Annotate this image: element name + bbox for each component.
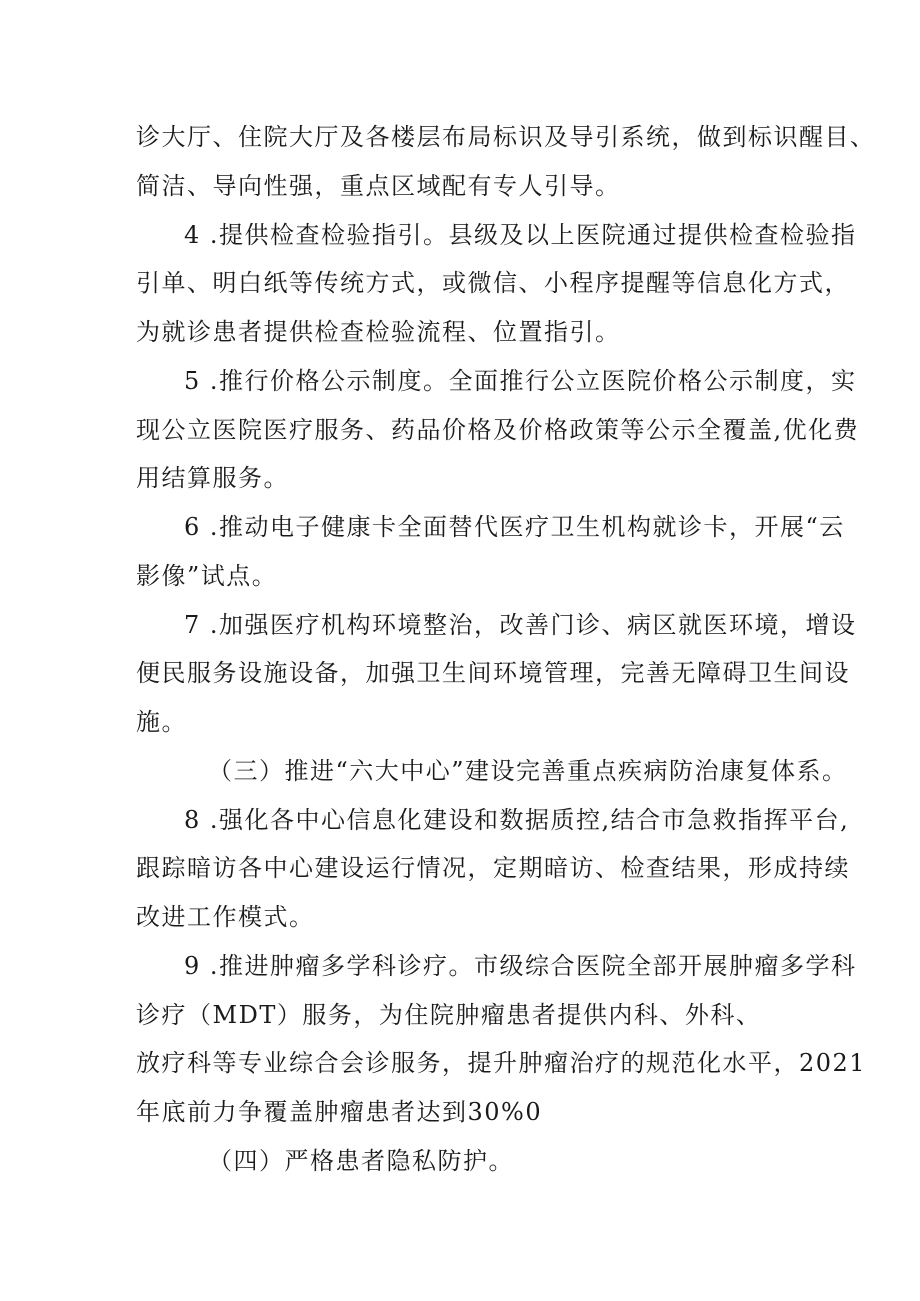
section-heading-4: （四）严格患者隐私防护。 [208,1147,514,1175]
text-line: 用结算服务。 [136,464,289,492]
text-line: 影像”试点。 [136,562,278,590]
text-line: 现公立医院医疗服务、药品价格及价格政策等公示全覆盖,优化费 [136,416,860,444]
text-line: 便民服务设施设备，加强卫生间环境管理，完善无障碍卫生间设 [136,659,850,687]
item-5-line: 5 .推行价格公示制度。全面推行公立医院价格公示制度，实 [184,367,857,395]
section-heading-3: （三）推进“六大中心”建设完善重点疾病防治康复体系。 [208,757,848,785]
text-line: 为就诊患者提供检查检验流程、位置指引。 [136,318,621,346]
text-line: 诊疗（MDT）服务，为住院肿瘤患者提供内科、外科、 [136,1001,762,1029]
text-line: 简洁、导向性强，重点区域配有专人引导。 [136,172,621,200]
item-9-line: 9 .推进肿瘤多学科诊疗。市级综合医院全部开展肿瘤多学科 [184,952,857,980]
text-line: 引单、明白纸等传统方式，或微信、小程序提醒等信息化方式， [136,269,850,297]
text-line: 放疗科等专业综合会诊服务，提升肿瘤治疗的规范化水平，2021 [136,1049,867,1077]
text-line: 施。 [136,708,187,736]
item-4-line: 4 .提供检查检验指引。县级及以上医院通过提供检查检验指 [184,221,857,249]
item-7-line: 7 .加强医疗机构环境整治，改善门诊、病区就医环境，增设 [184,611,857,639]
text-line: 跟踪暗访各中心建设运行情况，定期暗访、检查结果，形成持续 [136,854,850,882]
item-8-line: 8 .强化各中心信息化建设和数据质控,结合市急救指挥平台, [184,806,850,834]
text-line: 诊大厅、住院大厅及各楼层布局标识及导引系统，做到标识醒目、 [136,123,876,151]
text-line: 改进工作模式。 [136,903,315,931]
text-line: 年底前力争覆盖肿瘤患者达到30%0 [136,1098,543,1126]
item-6-line: 6 .推动电子健康卡全面替代医疗卫生机构就诊卡，开展“云 [184,513,845,541]
